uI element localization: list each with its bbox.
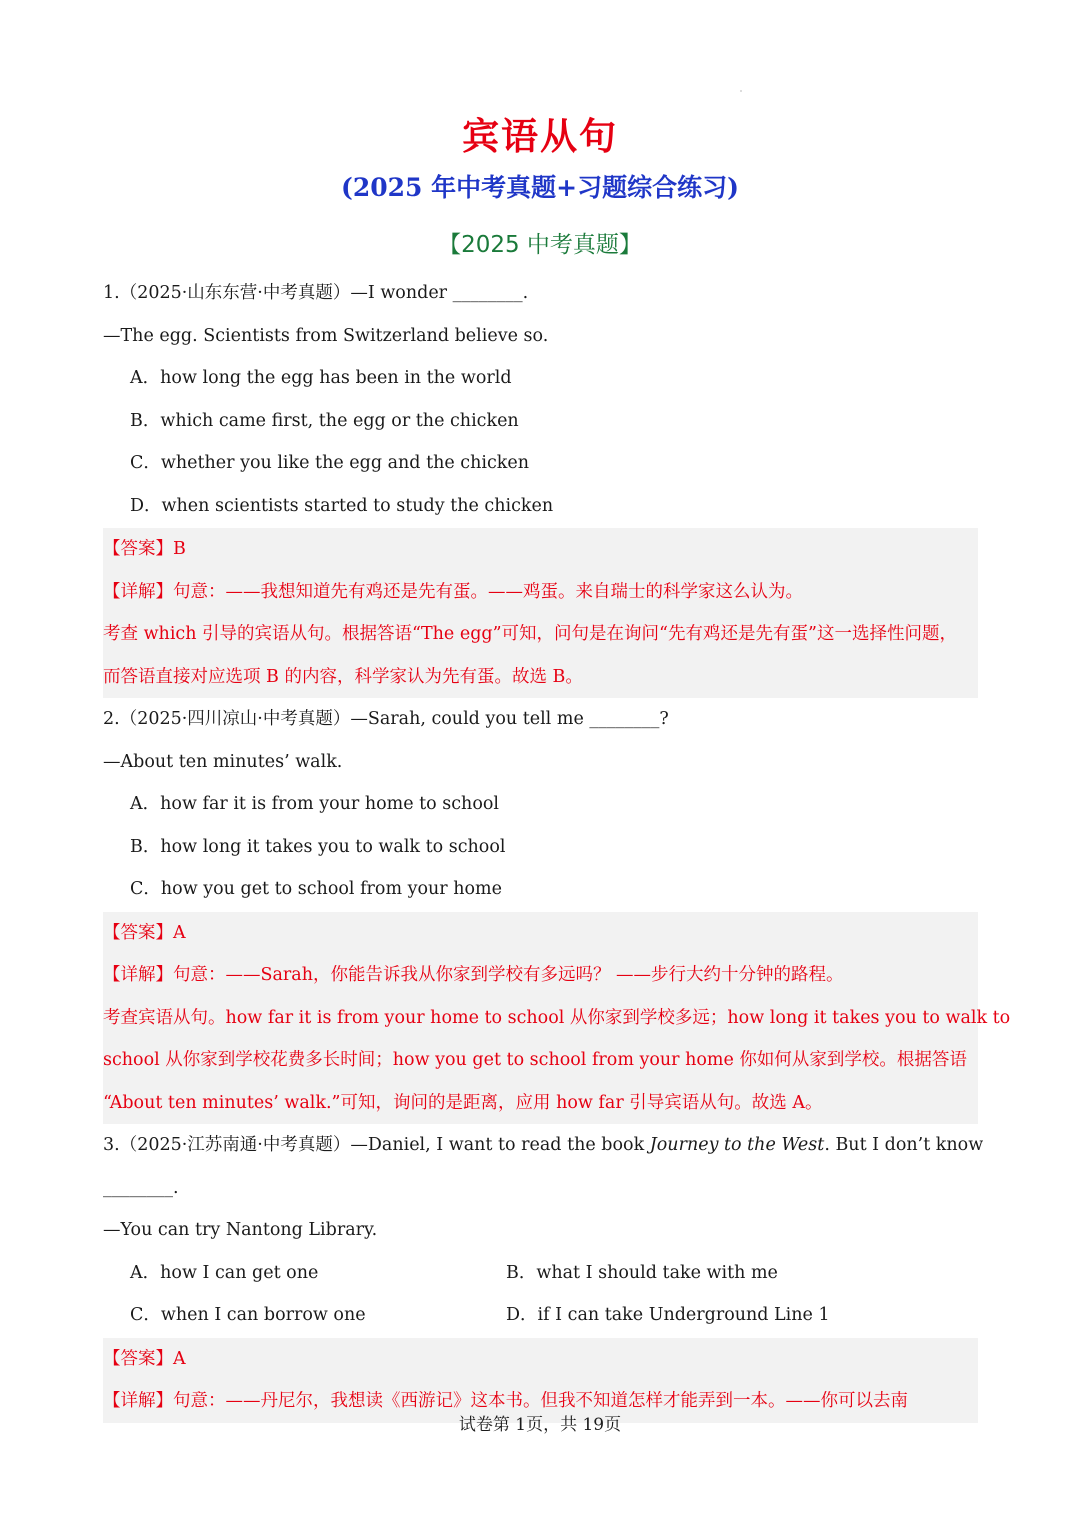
page-subtitle: (2025 年中考真题+习题综合练习)	[341, 173, 739, 202]
option-d: D．if I can take Underground Line 1	[506, 1305, 830, 1325]
explain-line: 考查 which 引导的宾语从句。根据答语“The egg”可知，问句是在询问“先有鸡还是先有蛋”这一选择性问题，	[103, 624, 957, 644]
option-c: C．when I can borrow one	[130, 1305, 366, 1325]
option-b: B．how long it takes you to walk to school	[130, 836, 506, 857]
option-d: D．when scientists started to study the chicken	[130, 495, 554, 516]
page-title: 宾语从句	[462, 114, 618, 158]
options-row	[103, 1252, 978, 1295]
section-heading: 【2025 中考真题】	[438, 232, 642, 258]
stem-text: 3.（2025·江苏南通·中考真题）—Daniel, I want to read the book	[103, 1135, 650, 1155]
stem-text: . But I don’t know	[824, 1135, 984, 1155]
page-footer: 试卷第 1页，共 19页	[458, 1415, 622, 1435]
question-stem: 1.（2025·山东东营·中考真题）—I wonder ________.	[103, 283, 529, 303]
option-c: C．how you get to school from your home	[130, 879, 502, 899]
answer-box	[103, 528, 978, 698]
explain-line: 考查宾语从句。how far it is from your home to school 从你家到学校多远；how long it takes you to walk to	[103, 1007, 1011, 1028]
book-title: Journey to the West	[649, 1135, 825, 1155]
explain-line: school 从你家到学校花费多长时间；how you get to school from your home 你如何从家到学校。根据答语	[103, 1050, 967, 1070]
question-1	[103, 272, 978, 698]
question-blank: ________.	[103, 1177, 179, 1198]
option-a: A．how far it is from your home to school	[130, 794, 499, 814]
questions-content	[103, 272, 1011, 1423]
answer-label: 【答案】A	[103, 922, 186, 943]
explain-line: 【详解】句意：——丹尼尔，我想读《西游记》这本书。但我不知道怎样才能弄到一本。——你可以去南	[103, 1391, 908, 1411]
option-b: B．what I should take with me	[506, 1262, 778, 1283]
answer-label: 【答案】B	[103, 539, 186, 559]
question-stem: 2.（2025·四川凉山·中考真题）—Sarah, could you tell me ________?	[103, 709, 669, 729]
options-row	[103, 1294, 978, 1337]
question-reply: —You can try Nantong Library.	[103, 1220, 378, 1240]
option-a: A．how long the egg has been in the world	[130, 368, 512, 388]
answer-label: 【答案】A	[103, 1348, 186, 1369]
question-3	[103, 1124, 984, 1423]
question-reply: —About ten minutes’ walk.	[103, 751, 343, 772]
option-a: A．how I can get one	[130, 1262, 319, 1283]
explain-line: 而答语直接对应选项 B 的内容，科学家认为先有蛋。故选 B。	[103, 666, 583, 687]
explain-line: 【详解】句意：——Sarah，你能告诉我从你家到学校有多远吗？ ——步行大约十分钟的路程。	[103, 965, 844, 985]
explain-line: “About ten minutes’ walk.”可知，询问的是距离，应用 how far 引导宾语从句。故选 A。	[103, 1092, 823, 1113]
speck	[740, 90, 742, 92]
question-stem	[103, 1124, 984, 1167]
answer-box	[103, 912, 1011, 1125]
question-reply: —The egg. Scientists from Switzerland believe so.	[103, 325, 549, 346]
option-b: B．which came first, the egg or the chicken	[130, 410, 519, 431]
option-c: C．whether you like the egg and the chicken	[130, 453, 529, 473]
question-2	[103, 698, 1011, 1124]
explain-line: 【详解】句意：——我想知道先有鸡还是先有蛋。——鸡蛋。来自瑞士的科学家这么认为。	[103, 581, 803, 602]
